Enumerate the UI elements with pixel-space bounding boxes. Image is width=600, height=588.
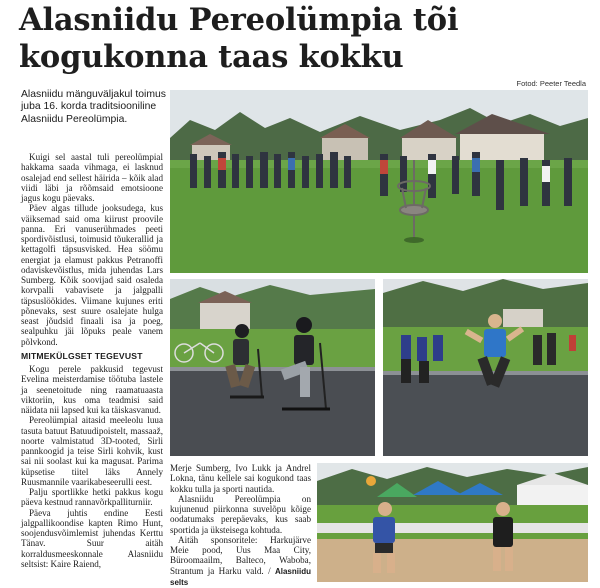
paragraph: Merje Sumberg, Ivo Lukk ja Andrel Lokna, tänu kellele sai kogukond taas kokku tulla ja sporti nautida. bbox=[170, 463, 311, 494]
paragraph bbox=[170, 535, 311, 588]
article-column-1 bbox=[21, 152, 163, 582]
paragraph: Päeva juhtis endine Eesti jalgpallikoondise kapten Rimo Hunt, soojendusvõimlemist juhendas Kerttu Tänav. Suur aitäh korraldusmeeskonnale Alasniidu seltsist: Kaire Raiend, bbox=[21, 507, 163, 569]
article-column-2 bbox=[170, 463, 311, 587]
photo-running-race bbox=[383, 279, 588, 456]
paragraph: Pereolümpial aitasid meeleolu luua tasuta batuut Batuudipoistelt, massaaž, noorte valmistatud 3D-tooted, Sirli pannkoogid ja teise Sirli kohvik, kust sai nii soolast kui ka magusat. Parima küpsetise tiitel läks Annely Ruusmannile vaarikabeseerulli eest. bbox=[21, 415, 163, 487]
paragraph: Kogu perele pakkusid tegevust Evelina meisterdamise töötuba lastele ja seenetoitude ning raamatuaasta viktoriin, kus oma teadmisi said näidata nii lapsed kui ka täiskasvanud. bbox=[21, 364, 163, 415]
sponsors-text: Aitäh sponsoritele: Harkujärve Meie pood, Uus Maa City, Büroomaailm, Balteco, Waboba, Strantum ja Harku vald. bbox=[170, 534, 311, 576]
paragraph: Palju sportlikke hetki pakkus kogu päeva kestnud rannavõrkpalliturniir. bbox=[21, 487, 163, 508]
paragraph: Kuigi sel aastal tuli pereolümpial hakkama saada vihmaga, ei lasknud osalejad end sellest häirida – kõik alad viidi läbi ja rõõmsaid emotsioone jagus kogu päevaks. bbox=[21, 152, 163, 203]
photo-beach-volleyball bbox=[317, 463, 588, 582]
article-signature: Alasniidu selts bbox=[170, 566, 311, 587]
paragraph: Päev algas tillude jooksudega, kus väiksemad said oma kiirust proovile panna. Eri vanuserühmades peeti spordivõistlusi, toimusid tõukerallid ja kettagolfi täpsusvisked. Hea söömu energiat ja elamust pakkus Petranoffi odaviskevõistlus, mida juhendas Lars Sumberg. Kõik soovijad said osaleda korvpalli vabavisete ja jalgpalli täpsuslöökides. Viimane kujunes eriti põnevaks, sest suure osalejate hulga seast jõudsid finaali isa ja poeg, sealpuhku jäi lõpuks peale vanem põlvkond. bbox=[21, 203, 163, 347]
subheading: MITMEKÜLGSET TEGEVUST bbox=[21, 350, 143, 361]
photo-scooter-race bbox=[170, 279, 375, 456]
paragraph: Alasniidu Pereolümpia on kujunenud piirkonna suvelõpu kõige oodatumaks perepäevaks, kus saab sportida ja üksteisega kohtuda. bbox=[170, 493, 311, 535]
photo-credit: Fotod: Peeter Teedla bbox=[516, 79, 586, 88]
article-headline: Alasniidu Pereolümpia tõi kogukonna taas kokku bbox=[19, 2, 459, 75]
signature-icon: / bbox=[268, 565, 271, 576]
photo-disc-golf-field bbox=[170, 90, 588, 273]
article-lead: Alasniidu mänguväljakul toimus juba 16. korda traditsiooniline Alasniidu Pereolümpia. bbox=[21, 89, 166, 125]
